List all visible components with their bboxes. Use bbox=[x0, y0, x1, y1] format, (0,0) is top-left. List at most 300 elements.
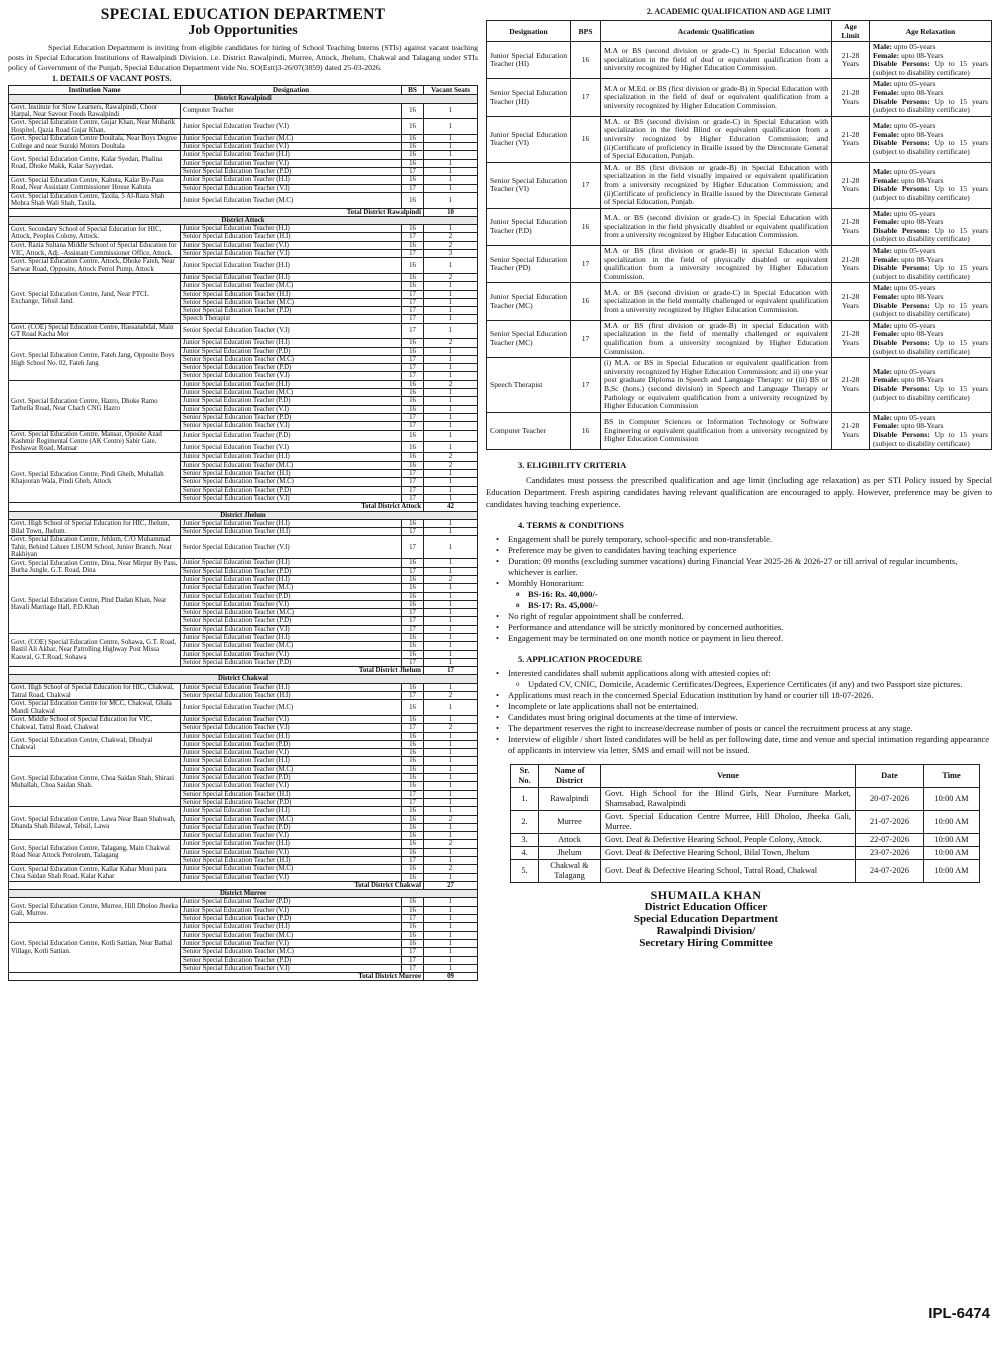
bps-cell: 16 bbox=[571, 42, 601, 79]
district-total-label: Total District Rawalpindi bbox=[9, 208, 424, 216]
institution-name: Govt. Special Education Centre, Kahuta, Kalar By-Pass Road, Near Assistant Commissioner House Kahuta bbox=[9, 176, 181, 193]
seats-cell: 1 bbox=[424, 422, 478, 430]
relaxation-text: upto 08-Years bbox=[899, 329, 944, 339]
bs-cell: 16 bbox=[402, 642, 424, 650]
officer-title: District Education Officer bbox=[644, 901, 768, 914]
relaxation-label: Disable Persons: bbox=[873, 138, 930, 148]
date-cell: 22-07-2026 bbox=[856, 834, 924, 847]
relaxation-label: Disable Persons: bbox=[873, 184, 930, 194]
sr-no-cell: 4. bbox=[511, 847, 539, 860]
designation-cell: Senior Special Education Teacher (P.D) bbox=[181, 168, 402, 176]
relaxation-label: Female: bbox=[873, 175, 900, 185]
age-limit-cell: 21-28 Years bbox=[832, 246, 870, 283]
designation-cell: Computer Teacher bbox=[181, 103, 402, 119]
bs-cell: 17 bbox=[402, 486, 424, 494]
designation-cell: Senior Special Education Teacher (V.I) bbox=[181, 323, 402, 339]
seats-cell: 1 bbox=[424, 964, 478, 972]
qualification-cell: M.A or BS (second division or grade-C) in Special Education with specialization in the field of deaf or equivalent qualification from a university recognized by Higher Education Commission. bbox=[601, 42, 832, 79]
bs-cell: 17 bbox=[402, 609, 424, 617]
seats-cell: 1 bbox=[424, 592, 478, 600]
institution-name: Govt. Special Education Centre, Hazro, Dhoke Ramo Tarbella Road, Near Chach CNG Hazro bbox=[9, 380, 181, 430]
table-row bbox=[487, 162, 992, 208]
table-row bbox=[487, 208, 992, 245]
designation-cell: Computer Teacher bbox=[487, 412, 571, 449]
designation-cell: Junior Special Education Teacher (M.C) bbox=[181, 134, 402, 142]
district-total-row bbox=[9, 973, 478, 981]
seats-cell: 1 bbox=[424, 347, 478, 355]
institution-name: Govt. Special Education Centre, Murree, Hill Dholoo Jheeka Gali, Murree. bbox=[9, 898, 181, 923]
institution-name: Govt. Special Education Centre, Lawa Near Baan Shahwah, Dhanda Shah Bilawal, Tehsil, Lawa bbox=[9, 807, 181, 840]
relaxation-text: Up to 15 years (subject to disability certificate) bbox=[873, 184, 988, 202]
bs-cell: 17 bbox=[402, 315, 424, 323]
bps-cell: 17 bbox=[571, 358, 601, 413]
terms-item: • Preference may be given to candidates having teaching experience bbox=[494, 545, 992, 556]
table-row bbox=[9, 757, 478, 765]
seats-cell: 3 bbox=[424, 250, 478, 258]
designation-cell: Junior Special Education Teacher (P.D) bbox=[181, 898, 402, 906]
designation-cell: Senior Special Education Teacher (H.I) bbox=[181, 290, 402, 298]
seats-cell: 1 bbox=[424, 258, 478, 274]
seats-cell: 1 bbox=[424, 915, 478, 923]
seats-cell: 1 bbox=[424, 625, 478, 633]
bs-cell: 17 bbox=[402, 372, 424, 380]
district-row bbox=[9, 511, 478, 519]
relaxation-label: Disable Persons: bbox=[873, 59, 930, 69]
bs-cell: 16 bbox=[402, 923, 424, 931]
district-cell: Attock bbox=[539, 834, 601, 847]
bs-cell: 16 bbox=[402, 848, 424, 856]
seats-cell: 2 bbox=[424, 815, 478, 823]
bs-cell: 17 bbox=[402, 536, 424, 559]
relaxation-label: Male: bbox=[873, 42, 892, 51]
column-header: Venue bbox=[601, 765, 856, 788]
district-total-value: 09 bbox=[424, 973, 478, 981]
relaxation-text: upto 05-years bbox=[891, 42, 936, 51]
officer-name: SHUMAILA KHAN bbox=[650, 888, 762, 903]
relaxation-text: upto 08-Years bbox=[899, 175, 944, 185]
institution-name: Govt. Middle School of Special Education for VIC, Chakwal, Tatral Road, Chakwal bbox=[9, 715, 181, 732]
institution-name: Govt. Special Education Centre, Kalar Syedan, Phalina Road, Dhoke Makk, Kalar Sayyedan. bbox=[9, 151, 181, 176]
relaxation-text: upto 08-Years bbox=[899, 217, 944, 227]
time-cell: 10:00 AM bbox=[924, 811, 980, 834]
date-cell: 21-07-2026 bbox=[856, 811, 924, 834]
seats-cell: 1 bbox=[424, 519, 478, 527]
bs-cell: 16 bbox=[402, 159, 424, 167]
bs-cell: 17 bbox=[402, 323, 424, 339]
designation-cell: Senior Special Education Teacher (M.C) bbox=[181, 355, 402, 363]
institution-name: Govt. Special Education Centre, Jehlum, C/O Muhammad Tahir, Behind Lahore LISUM School, Junior Branch, Near Rakhiyan bbox=[9, 536, 181, 559]
bs-cell: 17 bbox=[402, 355, 424, 363]
bs-cell: 17 bbox=[402, 528, 424, 536]
relaxation-label: Disable Persons: bbox=[873, 225, 930, 235]
bs-cell: 16 bbox=[402, 782, 424, 790]
relaxation-text: upto 05-years bbox=[891, 320, 936, 330]
institution-name: Govt. Special Education Centre, Talagang, Main Chakwal Road Near Attock Petroleum, Talagang bbox=[9, 840, 181, 865]
seats-cell: 1 bbox=[424, 119, 478, 135]
table-row bbox=[9, 536, 478, 559]
table-row bbox=[9, 840, 478, 848]
relaxation-text: Up to 15 years (subject to disability certificate) bbox=[873, 429, 988, 448]
bs-cell: 16 bbox=[402, 749, 424, 757]
table-row bbox=[9, 103, 478, 119]
ipl-reference: IPL-6474 bbox=[928, 1305, 990, 1322]
designation-cell: Senior Special Education Teacher (P.D) bbox=[181, 956, 402, 964]
relaxation-label: Male: bbox=[873, 283, 892, 293]
seats-cell: 1 bbox=[424, 832, 478, 840]
relaxation-line bbox=[873, 339, 988, 356]
district-row bbox=[9, 216, 478, 224]
relaxation-label: Disable Persons: bbox=[873, 383, 930, 393]
designation-cell: Junior Special Education Teacher (H.I) bbox=[181, 258, 402, 274]
relaxation-label: Disable Persons: bbox=[873, 338, 930, 347]
table-row bbox=[9, 273, 478, 281]
bs-cell: 17 bbox=[402, 422, 424, 430]
venue-cell: Govt. Deaf & Defective Hearing School, Tatral Road, Chakwal bbox=[601, 860, 856, 883]
designation-cell: Junior Special Education Teacher (M.C) bbox=[181, 765, 402, 773]
bs-cell: 16 bbox=[402, 650, 424, 658]
seats-cell: 1 bbox=[424, 430, 478, 441]
bs-cell: 16 bbox=[402, 559, 424, 567]
terms-item: • Engagement shall be purely temporary, school-specific and non-transferable. bbox=[494, 534, 992, 545]
designation-cell: Junior Special Education Teacher (H.I) bbox=[181, 575, 402, 583]
institution-name: Govt. Special Education Centre, Fateh Jang, Opposite Boys High School No. 02, Fateh Jang bbox=[9, 339, 181, 380]
designation-cell: Junior Special Education Teacher (V.I) bbox=[181, 749, 402, 757]
designation-cell: Junior Special Education Teacher (V.I) bbox=[181, 600, 402, 608]
designation-cell: Senior Special Education Teacher (MC) bbox=[487, 320, 571, 357]
designation-cell: Junior Special Education Teacher (P.D) bbox=[181, 347, 402, 355]
designation-cell: Senior Special Education Teacher (H.I) bbox=[181, 470, 402, 478]
seats-cell: 1 bbox=[424, 798, 478, 806]
terms-item: • Duration: 09 months (excluding summer vacations) during Financial Year 2025-26 & 2026-27 or till arrival of regular incumbents, whichever is earlier. bbox=[494, 556, 992, 578]
bs-cell: 16 bbox=[402, 389, 424, 397]
column-header: Name of District bbox=[539, 765, 601, 788]
seats-cell: 2 bbox=[424, 273, 478, 281]
seats-cell: 1 bbox=[424, 559, 478, 567]
seats-cell: 1 bbox=[424, 617, 478, 625]
bs-cell: 16 bbox=[402, 898, 424, 906]
table-row bbox=[511, 834, 980, 847]
relaxation-label: Male: bbox=[873, 121, 892, 131]
bps-cell: 17 bbox=[571, 320, 601, 357]
qualification-cell: M.A. or BS (second division or grade-C) in Special Education with specialization in the field Blind or equivalent qualification from a university recognized by Higher Education Commission; and (ii)Certificate of proficiency in Braille issued by the Directorate General of Special Education, Punjab. bbox=[601, 116, 832, 162]
procedure-item: • Applications must reach in the concerned Special Education institution by hand or courier till 18-07-2026. bbox=[494, 690, 992, 701]
designation-cell: Senior Special Education Teacher (H.I) bbox=[181, 790, 402, 798]
table-row bbox=[9, 119, 478, 135]
bs-cell: 16 bbox=[402, 815, 424, 823]
institution-name: Govt. (COE) Special Education Centre, Hassanabdal, Main GT Road Kacha Mor bbox=[9, 323, 181, 339]
seats-cell: 1 bbox=[424, 732, 478, 740]
table-row bbox=[511, 847, 980, 860]
designation-cell: Speech Therapist bbox=[181, 315, 402, 323]
bs-cell: 16 bbox=[402, 241, 424, 249]
table-row bbox=[9, 559, 478, 567]
designation-cell: Senior Special Education Teacher (V.I) bbox=[181, 184, 402, 192]
designation-cell: Junior Special Education Teacher (M.C) bbox=[181, 584, 402, 592]
vacant-posts-heading: 1. DETAILS OF VACANT POSTS. bbox=[52, 74, 172, 84]
time-cell: 10:00 AM bbox=[924, 834, 980, 847]
designation-cell: Junior Special Education Teacher (V.I) bbox=[181, 832, 402, 840]
age-relaxation-cell bbox=[870, 208, 992, 245]
qualification-heading: 2. ACADEMIC QUALIFICATION AND AGE LIMIT bbox=[646, 7, 832, 16]
table-row bbox=[9, 898, 478, 906]
date-cell: 23-07-2026 bbox=[856, 847, 924, 860]
bs-cell: 16 bbox=[402, 592, 424, 600]
table-row bbox=[9, 453, 478, 461]
designation-cell: Senior Special Education Teacher (V.I) bbox=[181, 625, 402, 633]
table-row bbox=[9, 225, 478, 233]
relaxation-label: Disable Persons: bbox=[873, 429, 930, 439]
seats-cell: 1 bbox=[424, 184, 478, 192]
designation-cell: Junior Special Education Teacher (V.I) bbox=[181, 159, 402, 167]
relaxation-label: Female: bbox=[873, 292, 900, 302]
table-row bbox=[9, 700, 478, 716]
officer-division: Rawalpindi Division/ bbox=[656, 925, 756, 938]
relaxation-text: upto 08-Years bbox=[899, 254, 944, 264]
seats-cell: 1 bbox=[424, 168, 478, 176]
designation-cell: Junior Special Education Teacher (M.C) bbox=[181, 642, 402, 650]
table-row bbox=[9, 923, 478, 931]
relaxation-label: Female: bbox=[873, 217, 900, 227]
bs-cell: 17 bbox=[402, 290, 424, 298]
relaxation-line bbox=[873, 227, 988, 244]
table-row bbox=[9, 380, 478, 388]
designation-cell: Junior Special Education Teacher (P.D) bbox=[181, 397, 402, 405]
ad-subtitle: Job Opportunities bbox=[188, 23, 298, 38]
designation-cell: Junior Special Education Teacher (MC) bbox=[487, 283, 571, 320]
seats-cell: 1 bbox=[424, 159, 478, 167]
seats-cell: 2 bbox=[424, 453, 478, 461]
qualification-cell: (i) M.A. or BS in Special Education or equivalent qualification from university recognized by Higher Education Commission; and ii) one year post graduate Diploma in Speech and Language Therapy: or (iii) BS or B,Sc (hons.) (second division) in Speech and Language Therapy or Pathology or equivalent qualification from a university recognized by Higher Education Commission bbox=[601, 358, 832, 413]
relaxation-text: upto 05-years bbox=[891, 366, 936, 376]
officer-committee: Secretary Hiring Committee bbox=[639, 937, 773, 950]
seats-cell: 1 bbox=[424, 290, 478, 298]
relaxation-text: upto 05-years bbox=[891, 208, 936, 218]
bs-cell: 17 bbox=[402, 184, 424, 192]
institution-name: Govt. High School of Special Education for HIC, Jhelum, Bilal Town, Jhelum. bbox=[9, 519, 181, 536]
relaxation-label: Female: bbox=[873, 421, 900, 431]
bs-cell: 16 bbox=[402, 931, 424, 939]
bps-cell: 16 bbox=[571, 208, 601, 245]
terms-item: • Monthly Honorarium: bbox=[494, 578, 992, 589]
institution-name: Govt. Special Education Centre, Attock, Dhoke Fateh, Near Sarwar Road, Opposite, Attock Petrol Pump, Attock bbox=[9, 258, 181, 274]
table-row bbox=[9, 807, 478, 815]
table-row bbox=[9, 732, 478, 740]
age-relaxation-cell bbox=[870, 116, 992, 162]
table-row bbox=[9, 192, 478, 208]
seats-cell: 1 bbox=[424, 923, 478, 931]
designation-cell: Senior Special Education Teacher (P.D) bbox=[181, 307, 402, 315]
age-relaxation-cell bbox=[870, 358, 992, 413]
designation-cell: Senior Special Education Teacher (M.C) bbox=[181, 298, 402, 306]
district-total-row bbox=[9, 881, 478, 889]
left-column bbox=[8, 6, 478, 981]
seats-cell: 1 bbox=[424, 307, 478, 315]
relaxation-line bbox=[873, 431, 988, 448]
table-row bbox=[487, 412, 992, 449]
seats-cell: 1 bbox=[424, 609, 478, 617]
bs-cell: 16 bbox=[402, 757, 424, 765]
district-cell: Rawalpindi bbox=[539, 788, 601, 811]
sr-no-cell: 3. bbox=[511, 834, 539, 847]
district-cell: Chakwal & Talagang bbox=[539, 860, 601, 883]
table-row bbox=[487, 246, 992, 283]
designation-cell: Junior Special Education Teacher (V.I) bbox=[181, 442, 402, 453]
time-cell: 10:00 AM bbox=[924, 847, 980, 860]
institution-name: Govt. Special Education Centre, Jand, Near PTCL Exchange, Tehsil Jand. bbox=[9, 273, 181, 323]
designation-cell: Junior Special Education Teacher (V.I) bbox=[181, 405, 402, 413]
bs-cell: 17 bbox=[402, 948, 424, 956]
bs-cell: 16 bbox=[402, 461, 424, 469]
age-relaxation-cell bbox=[870, 162, 992, 208]
department-title: SPECIAL EDUCATION DEPARTMENT bbox=[100, 6, 386, 23]
seats-cell: 1 bbox=[424, 857, 478, 865]
qualification-cell: M.A. or BS (second division or grade-C) in Special Education with specialization in the field physically disabled or equivalent qualification from a university recognized by Higher Education Commission. bbox=[601, 208, 832, 245]
designation-cell: Junior Special Education Teacher (M.C) bbox=[181, 931, 402, 939]
seats-cell: 1 bbox=[424, 143, 478, 151]
designation-cell: Senior Special Education Teacher (M.C) bbox=[181, 478, 402, 486]
column-header: Designation bbox=[487, 21, 571, 42]
venue-cell: Govt. Special Education Centre Murree, Hill Dholoo, Jheeka Gali, Murree. bbox=[601, 811, 856, 834]
seats-cell: 1 bbox=[424, 700, 478, 716]
seats-cell: 1 bbox=[424, 298, 478, 306]
district-total-label: Total District Jhelum bbox=[9, 667, 424, 675]
designation-cell: Senior Special Education Teacher (PD) bbox=[487, 246, 571, 283]
relaxation-line bbox=[873, 139, 988, 156]
designation-cell: Junior Special Education Teacher (H.I) bbox=[181, 339, 402, 347]
column-header: Designation bbox=[181, 86, 402, 95]
bs-cell: 17 bbox=[402, 915, 424, 923]
bs-cell: 17 bbox=[402, 625, 424, 633]
designation-cell: Junior Special Education Teacher (M.C) bbox=[181, 389, 402, 397]
institution-name: Govt. (COE) Special Education Centre, Sohawa, G.T. Road, Bastil Ali Akbar, Near Patrolling Highway Post Missa Kaswal, G.T.Road, Sohawa bbox=[9, 633, 181, 666]
relaxation-text: upto 08-Years bbox=[899, 292, 944, 302]
seats-cell: 1 bbox=[424, 642, 478, 650]
bs-cell: 16 bbox=[402, 865, 424, 873]
honorarium-item: o BS-17: Rs. 45,000/- bbox=[516, 600, 992, 611]
relaxation-text: upto 08-Years bbox=[899, 129, 944, 139]
bs-cell: 17 bbox=[402, 364, 424, 372]
bs-cell: 17 bbox=[402, 298, 424, 306]
seats-cell: 2 bbox=[424, 840, 478, 848]
bs-cell: 17 bbox=[402, 168, 424, 176]
bs-cell: 16 bbox=[402, 600, 424, 608]
seats-cell: 2 bbox=[424, 241, 478, 249]
age-limit-cell: 21-28 Years bbox=[832, 208, 870, 245]
designation-cell: Senior Special Education Teacher (P.D) bbox=[181, 364, 402, 372]
table-row bbox=[511, 811, 980, 834]
table-row bbox=[487, 42, 992, 79]
relaxation-label: Female: bbox=[873, 87, 900, 97]
bs-cell: 17 bbox=[402, 692, 424, 700]
seats-cell: 1 bbox=[424, 633, 478, 641]
relaxation-text: upto 05-years bbox=[891, 283, 936, 293]
bs-cell: 16 bbox=[402, 380, 424, 388]
column-header: Institution Name bbox=[9, 86, 181, 95]
time-cell: 10:00 AM bbox=[924, 788, 980, 811]
institution-name: Govt. Special Education Centre, Dina, Near Mirpur By Pass, Burha Jungle, G.T. Road, Dina bbox=[9, 559, 181, 576]
designation-cell: Junior Special Education Teacher (H.I) bbox=[181, 923, 402, 931]
venue-cell: Govt. Deaf & Defective Hearing School, People Colony, Attock. bbox=[601, 834, 856, 847]
relaxation-text: upto 08-Years bbox=[899, 50, 944, 60]
bps-cell: 17 bbox=[571, 162, 601, 208]
age-relaxation-cell bbox=[870, 79, 992, 116]
sr-no-cell: 2. bbox=[511, 811, 539, 834]
table-row bbox=[9, 176, 478, 184]
bs-cell: 16 bbox=[402, 273, 424, 281]
relaxation-label: Male: bbox=[873, 208, 892, 218]
relaxation-text: upto 08-Years bbox=[899, 421, 944, 431]
column-header: Age Relaxation bbox=[870, 21, 992, 42]
relaxation-line bbox=[873, 98, 988, 115]
bs-cell: 16 bbox=[402, 339, 424, 347]
time-cell: 10:00 AM bbox=[924, 860, 980, 883]
table-row bbox=[511, 860, 980, 883]
institution-name: Govt. Special Education Centre Doultala, Near Boys Degree College and near Suzuki Motors Doultala bbox=[9, 134, 181, 151]
honorarium-item: o BS-16: Rs. 40,000/- bbox=[516, 589, 992, 600]
age-limit-cell: 21-28 Years bbox=[832, 320, 870, 357]
intro-paragraph: Special Education Department is inviting from eligible candidates for hiring of School Teaching Interns (STIs) against vacant teaching posts in Special Education Institutions of Rawalpindi Division. i.e. District Rawalpindi, Murree, Attock, Jhelum, Chakwal and Talagang under STIs policy of Government of the Punjab, Special Education Department vide No. SO(Estt)3-26/07(3859) dated 25-03-2026. bbox=[8, 43, 478, 72]
relaxation-text: Up to 15 years (subject to disability certificate) bbox=[873, 59, 988, 77]
terms-item: • Performance and attendance will be strictly monitored by concerned authorities. bbox=[494, 622, 992, 633]
seats-cell: 1 bbox=[424, 848, 478, 856]
bs-cell: 17 bbox=[402, 790, 424, 798]
designation-cell: Senior Special Education Teacher (P.D) bbox=[181, 798, 402, 806]
designation-cell: Junior Special Education Teacher (V.I) bbox=[181, 782, 402, 790]
seats-cell: 1 bbox=[424, 823, 478, 831]
seats-cell: 1 bbox=[424, 536, 478, 559]
bs-cell: 16 bbox=[402, 151, 424, 159]
date-cell: 24-07-2026 bbox=[856, 860, 924, 883]
seats-cell: 1 bbox=[424, 134, 478, 142]
bs-cell: 16 bbox=[402, 258, 424, 274]
procedure-item: • Candidates must bring original documents at the time of interview. bbox=[494, 712, 992, 723]
relaxation-text: upto 05-years bbox=[891, 121, 936, 131]
bs-cell: 16 bbox=[402, 939, 424, 947]
seats-cell: 1 bbox=[424, 774, 478, 782]
seats-cell: 1 bbox=[424, 939, 478, 947]
column-header: Vacant Seats bbox=[424, 86, 478, 95]
seats-cell: 1 bbox=[424, 389, 478, 397]
designation-cell: Junior Special Education Teacher (V.I) bbox=[181, 848, 402, 856]
seats-cell: 1 bbox=[424, 567, 478, 575]
designation-cell: Senior Special Education Teacher (V.I) bbox=[181, 422, 402, 430]
district-row bbox=[9, 890, 478, 898]
age-relaxation-cell bbox=[870, 283, 992, 320]
seats-cell: 1 bbox=[424, 442, 478, 453]
seats-cell: 1 bbox=[424, 584, 478, 592]
bs-cell: 16 bbox=[402, 774, 424, 782]
column-header: Time bbox=[924, 765, 980, 788]
terms-item: • Engagement may be terminated on one month notice or payment in lieu thereof. bbox=[494, 633, 992, 644]
relaxation-text: upto 05-years bbox=[891, 167, 936, 177]
qualification-cell: M.A. or BS (first division or grade-B) in Special Education with specialization in the field visually impaired or equivalent qualification from a university recognized by Higher Education Commission; and (ii)Certificate of proficiency in Braille issued by the Directorate General of Special Education, Punjab. bbox=[601, 162, 832, 208]
designation-cell: Senior Special Education Teacher (V.I) bbox=[181, 372, 402, 380]
relaxation-text: Up to 15 years (subject to disability certificate) bbox=[873, 96, 988, 115]
designation-cell: Senior Special Education Teacher (P.D) bbox=[181, 915, 402, 923]
age-limit-cell: 21-28 Years bbox=[832, 42, 870, 79]
designation-cell: Junior Special Education Teacher (H.I) bbox=[181, 559, 402, 567]
relaxation-text: Up to 15 years (subject to disability certificate) bbox=[873, 338, 988, 356]
designation-cell: Junior Special Education Teacher (M.C) bbox=[181, 192, 402, 208]
bps-cell: 17 bbox=[571, 246, 601, 283]
relaxation-text: upto 05-years bbox=[891, 412, 936, 422]
relaxation-line bbox=[873, 185, 988, 202]
bs-cell: 16 bbox=[402, 347, 424, 355]
relaxation-label: Disable Persons: bbox=[873, 300, 930, 310]
seats-cell: 1 bbox=[424, 749, 478, 757]
designation-cell: Junior Special Education Teacher (H.I) bbox=[181, 151, 402, 159]
table-row bbox=[9, 151, 478, 159]
